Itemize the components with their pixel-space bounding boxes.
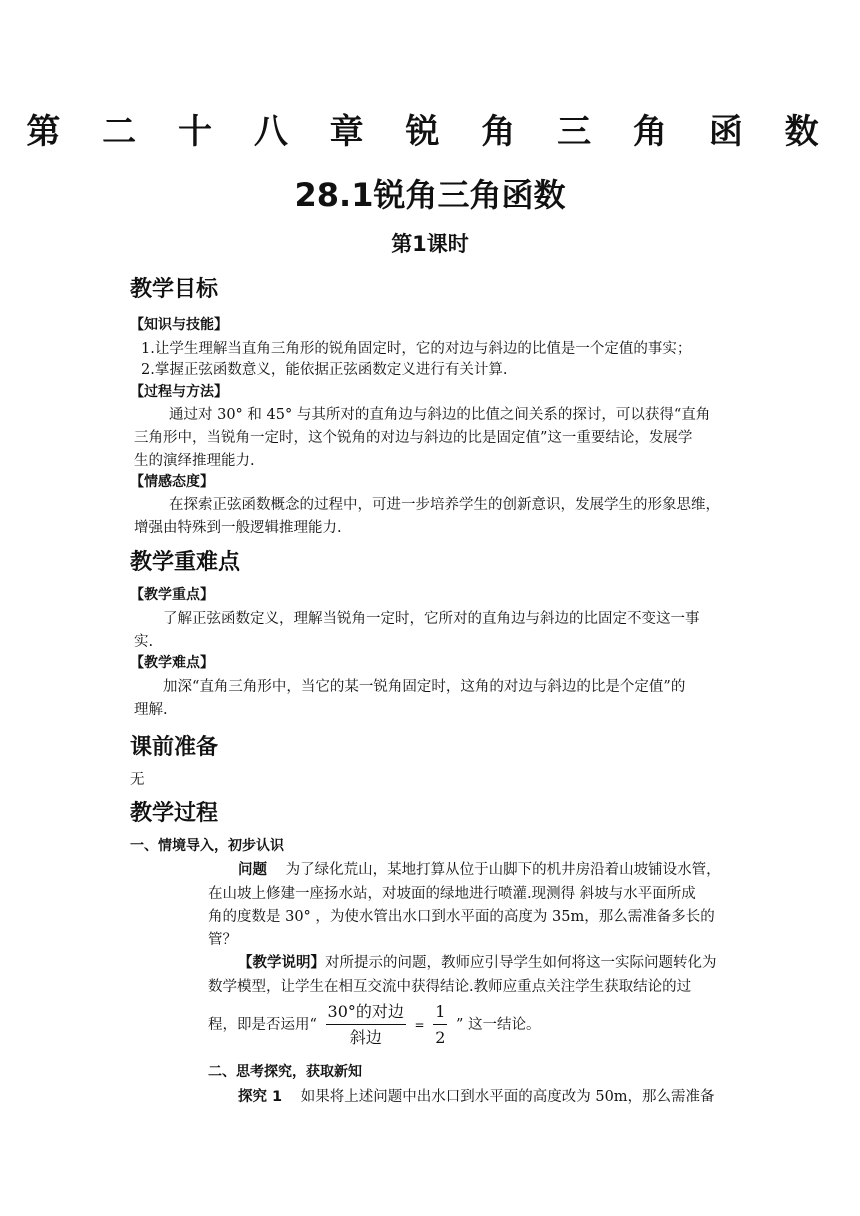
explore-text-1: 如果将上述问题中出水口到水平面的高度改为 50m，那么需准备: [300, 1089, 715, 1105]
part1-title: 一、情境导入，初步认识: [130, 838, 284, 854]
note-text-3-after: ” 这一结论。: [455, 1017, 541, 1033]
difficulty-line-1: 加深“直角三角形中，当它的某一锐角固定时，这角的对边与斜边的比是个定值”的: [163, 679, 686, 695]
emotion-line-2: 增强由特殊到一般逻辑推理能力.: [134, 520, 342, 536]
difficulty-tag: 【教学难点】: [130, 655, 214, 671]
note-text-3-before: 程，即是否运用“: [208, 1017, 317, 1033]
section-title: 28.1锐角三角函数: [294, 176, 566, 214]
knowledge-line-1: 1.让学生理解当直角三角形的锐角固定时，它的对边与斜边的比值是一个定值的事实；: [141, 341, 692, 357]
process-tag: 【过程与方法】: [130, 384, 228, 400]
problem-line-3: 角的度数是 30° ，为使水管出水口到水平面的高度为 35m，那么需准备多长的: [208, 909, 715, 925]
explore-line-1: [238, 1085, 715, 1106]
lesson-title: 第1课时: [391, 232, 469, 256]
fraction-right-denominator: 2: [435, 1028, 446, 1047]
note-line-2: 数学模型，让学生在相互交流中获得结论.教师应重点关注学生获取结论的过: [208, 979, 692, 995]
keypoints-heading: 教学重难点: [130, 550, 241, 575]
problem-line-4: 管？: [208, 932, 237, 948]
problem-line-1: [238, 858, 721, 879]
prep-content: 无: [130, 772, 145, 788]
problem-label: 问题: [238, 862, 267, 878]
process-line-1: 通过对 30° 和 45° 与其所对的直角边与斜边的比值之间关系的探讨，可以获得“直角: [169, 407, 711, 423]
note-label: 【教学说明】: [238, 955, 325, 971]
fraction-left-denominator: 斜边: [349, 1028, 382, 1047]
note-text-1: 对所提示的问题，教师应引导学生如何将这一实际问题转化为: [325, 955, 717, 971]
fraction-left: [326, 1002, 406, 1048]
explore-label: 探究 1: [238, 1089, 283, 1105]
fraction-right: [433, 1002, 447, 1048]
focus-line-2: 实.: [134, 634, 154, 650]
emotion-tag: 【情感态度】: [130, 474, 214, 490]
focus-tag: 【教学重点】: [130, 587, 214, 603]
focus-line-1: 了解正弦函数定义，理解当锐角一定时，它所对的直角边与斜边的比固定不变这一事: [163, 611, 700, 627]
problem-text-1: 为了绿化荒山，某地打算从位于山脚下的机井房沿着山坡铺设水管，: [285, 862, 721, 878]
process-heading: 教学过程: [130, 801, 219, 826]
difficulty-line-2: 理解.: [134, 702, 168, 718]
part2-title: 二、思考探究，获取新知: [208, 1064, 362, 1080]
process-line-2: 三角形中，当锐角一定时，这个锐角的对边与斜边的比是固定值”这一重要结论，发展学: [134, 430, 693, 446]
fraction-equals: =: [414, 1018, 425, 1032]
note-line-3: [208, 1002, 541, 1048]
knowledge-line-2: 2.掌握正弦函数意义，能依据正弦函数定义进行有关计算.: [141, 362, 508, 378]
goals-heading: 教学目标: [130, 277, 219, 302]
fraction-left-numerator: 30°的对边: [326, 1002, 406, 1025]
note-line-1: [238, 951, 717, 972]
fraction-right-numerator: 1: [433, 1002, 447, 1025]
prep-heading: 课前准备: [130, 735, 219, 760]
knowledge-tag: 【知识与技能】: [130, 317, 228, 333]
process-line-3: 生的演绎推理能力.: [134, 453, 255, 469]
chapter-title: 第 二 十 八 章 锐 角 三 角 函 数: [26, 112, 834, 152]
problem-line-2: 在山坡上修建一座扬水站，对坡面的绿地进行喷灌.现测得 斜坡与水平面所成: [208, 886, 696, 902]
emotion-line-1: 在探索正弦函数概念的过程中，可进一步培养学生的创新意识，发展学生的形象思维，: [169, 497, 720, 513]
